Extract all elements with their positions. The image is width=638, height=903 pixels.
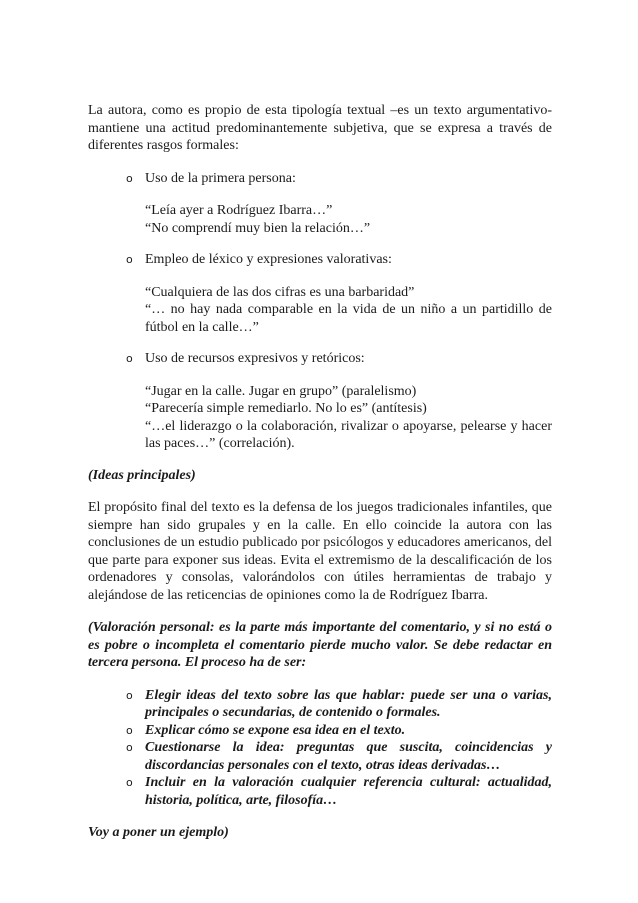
feature-quotes	[88, 383, 552, 453]
step-text: Cuestionarse la idea: preguntas que suscita, coincidencias y discordancias personales con el texto, otras ideas derivadas…	[145, 740, 552, 773]
valoracion-steps-list	[88, 687, 552, 810]
list-item	[88, 687, 552, 722]
feature-item	[88, 350, 552, 453]
feature-label: Uso de recursos expresivos y retóricos:	[145, 351, 365, 366]
intro-paragraph: La autora, como es propio de esta tipología textual –es un texto argumentativo- mantiene una actitud predominantemente subjetiva, que se expresa a través de diferentes rasgos formales:	[88, 103, 552, 153]
quote-line: “Parecería simple remediarlo. No lo es” (antítesis)	[145, 401, 427, 416]
step-text: Incluir en la valoración cualquier referencia cultural: actualidad, historia, política, arte, filosofía…	[145, 775, 552, 808]
feature-label: Empleo de léxico y expresiones valorativas:	[145, 252, 392, 267]
list-item	[88, 722, 552, 740]
step-text: Explicar cómo se expone esa idea en el texto.	[145, 722, 406, 738]
quote-line: “…el liderazgo o la colaboración, rivalizar o apoyarse, pelearse y hacer las paces…” (correlación).	[145, 418, 552, 451]
bullet-circle-icon: o	[126, 688, 133, 702]
ideas-paragraph: El propósito final del texto es la defensa de los juegos tradicionales infantiles, que siempre han sido grupales y en la calle. En ello coincide la autora con las conclusiones de un estudio publicado por psicólogos y educadores americanos, del que parte para exponer sus ideas. Evita el extremismo de la descalificación de los ordenadores y consolas, valorándolos con útiles herramientas de trabajo y alejándose de las reticencias de opiniones como la de Rodríguez Ibarra.	[88, 500, 552, 603]
quote-line: “No comprendí muy bien la relación…”	[145, 220, 371, 236]
bullet-circle-icon: o	[126, 253, 133, 266]
ideas-heading: (Ideas principales)	[88, 467, 196, 483]
closing-line: Voy a poner un ejemplo)	[88, 825, 229, 840]
bullet-circle-icon: o	[126, 352, 133, 365]
bullet-circle-icon: o	[126, 171, 133, 185]
quote-line: “Jugar en la calle. Jugar en grupo” (paralelismo)	[145, 383, 417, 399]
quote-line: “… no hay nada comparable en la vida de un niño a un partidillo de fútbol en la calle…”	[145, 302, 552, 335]
list-item	[88, 774, 552, 809]
document-page	[88, 102, 552, 857]
quote-line: “Leía ayer a Rodríguez Ibarra…”	[145, 203, 333, 218]
feature-quotes	[88, 284, 552, 337]
feature-item	[88, 251, 552, 336]
feature-item	[88, 170, 552, 238]
list-item	[88, 739, 552, 774]
quote-line: “Cualquiera de las dos cifras es una barbaridad”	[145, 284, 415, 300]
valoracion-intro: (Valoración personal: es la parte más importante del comentario, y si no está o es pobre o incompleta el comentario pierde mucho valor. Se debe redactar en tercera persona. El proceso ha de ser:	[88, 620, 552, 670]
feature-label: Uso de la primera persona:	[145, 170, 296, 186]
bullet-circle-icon: o	[126, 741, 133, 754]
feature-quotes	[88, 202, 552, 237]
step-text: Elegir ideas del texto sobre las que hablar: puede ser una o varias, principales o secundarias, de contenido o formales.	[145, 687, 552, 720]
bullet-circle-icon: o	[126, 776, 133, 789]
bullet-circle-icon: o	[126, 723, 133, 737]
